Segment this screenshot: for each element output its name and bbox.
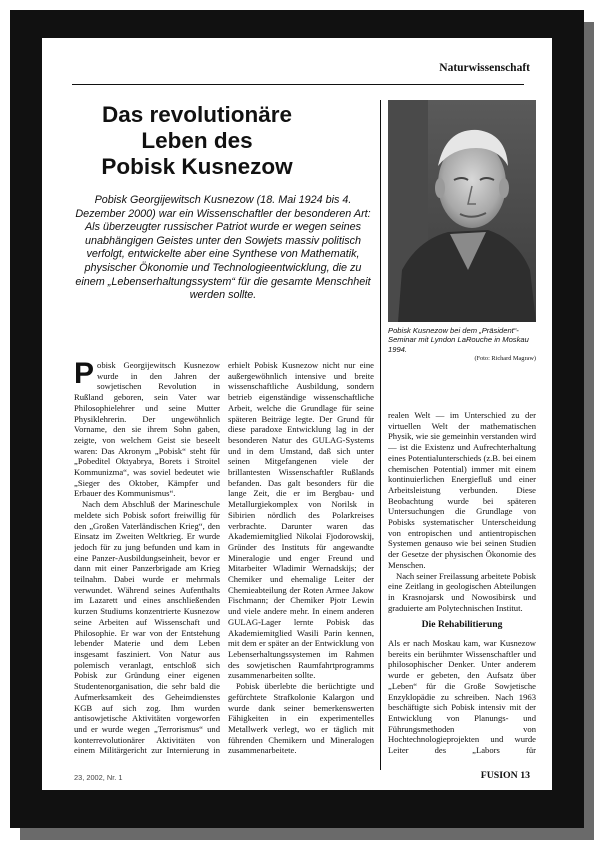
photo-credit: (Foto: Richard Magraw) bbox=[474, 355, 536, 363]
drop-cap: P bbox=[74, 360, 95, 390]
paragraph: erhielt Pobisk Kusnezow nicht nur eine außergewöhnlich intensive und breite wissenschaftliche Ausbildung, sondern betrieb eigenständige wissenschaftliche Arbeit, welche die Grundlage für seine späteren Beiträge legte. Der Grund für diese paradoxe Entwicklung lag in der besonderen Natur des GULAG-Systems und in dem Umstand, daß sich unter seinen Mitgefangenen viele der brillantesten Wissenschaftler Rußlands befanden. Das galt besonders für die lange Zeit, die er im Bergbau- und Metallurgiekomplex von Norilsk in Sibirien nördlich des Polarkreises verbrachte. Darunter waren das Akademiemitglied Nikolai Fjodorowskij, Gründer des Instituts für angewandte Mineralogie und enger Freund und Mitarbeiter Wladimir Wernadskijs; der Chemiker und ehemalige Leiter der Chemieabteilung der Roten Armee Jakow Fischmann; der Chemiker Pjotr Lewin und viele andere mehr. In einem anderen GULAG-Lager lernte Pobisk das Akademiemitglied Wasili Parin kennen, mit dem er später an der Entwicklung von Lebenserhaltungssystemen im Rahmen des sowjetischen Raumfahrtprogramms zusammenarbeiten sollte. bbox=[228, 360, 374, 681]
header-rule bbox=[72, 84, 524, 85]
magazine-page bbox=[42, 38, 552, 790]
text-column-1 bbox=[74, 360, 220, 755]
photo-caption bbox=[388, 326, 536, 364]
column-rule bbox=[380, 100, 381, 770]
title-line-2: Leben des bbox=[141, 128, 253, 153]
article-lead: Pobisk Georgijewitsch Kusnezow (18. Mai 1924 bis 4. Dezember 2000) war ein Wissenschaftler der besonderen Art: Als überzeugter russischer Patriot wurde er wegen seines unabhängigen Geistes unter den Sowjets massiv politisch verfolgt, entwickelte aber eine Synthese von Mathematik, physischer Ökonomie und Technologieentwicklung, die zu einem „Lebenserhaltungssystem“ für die gesamte Menschheit werden sollte. bbox=[75, 194, 371, 302]
title-line-1: Das revolutionäre bbox=[101, 102, 293, 127]
text-column-2 bbox=[228, 360, 374, 755]
paragraph: Nach dem Abschluß der Marineschule meldete sich Pobisk sofort freiwillig für den „Großen Vaterländischen Krieg“, den Einsatz im Zweiten Weltkrieg. Er wurde jedoch für zu jung befunden und kam in eine Panzer-Ausbildungseinheit, bevor er dann mit einer Panzerbrigade am Krieg teilnahm. Dabei wurde er mehrmals verwundet. Während seines Aufenthalts im Lazarett und eines anschließenden kurzen Studiums konzentrierte Kusnezow seine Arbeiten auf Wissenschaft und Philosophie. Er war von der Entstehung lebender Materie und dem Leben insgesamt fasziniert. Von Natur aus polemisch veranlagt, entschloß sich Pobisk zur Gründung einer eigenen Studentenorganisation, die sehr bald die Aufmerksamkeit des Geheimdienstes KGB auf sich zog. Ihm wurden antisowjetische Aktivitäten vorgeworfen und er wurde wegen „Terrorismus“ und konterrevolutionärer Aktivitäten von einem Militärgericht zur Internierung in bbox=[74, 499, 220, 755]
paragraph: realen Welt — im Unterschied zu der virtuellen Welt der mathematischen Physik, wie sie gemeinhin verstanden wird — ist die Existenz und Aufrechterhaltung eines Potentialunterschieds (z.B. bei einem chemischen Potential) immer mit einem kontinuierlichen Energiefluß und einer Arbeitsleistung verbunden. Diese Beobachtung wurde bei späteren Untersuchungen die Grundlage von Pobisks systematischer Unterscheidung von entropischen und antientropischen Systemen genauso wie bei seinen Studien der Gesetze der physischen Ökonomie des Menschen. bbox=[388, 410, 536, 570]
paragraph: Als er nach Moskau kam, war Kusnezow bereits ein berühmter Wissenschaftler und philosophischer Denker. Unter anderem wurde er gebeten, den Aufsatz über „Leben“ für die Große Sowjetische Enzyklopädie zu schreiben. Nach 1963 beschäftigte sich Pobisk intensiv mit der Entwicklung von Planungs- und Führungsmethoden von Hochtechnologieprojekten und wurde Leiter des „Labors für bbox=[388, 638, 536, 755]
caption-text: Pobisk Kusnezow bei dem „Präsident“-Seminar mit Lyndon LaRouche in Moskau 1994. bbox=[388, 326, 529, 354]
issue-info: 23, 2002, Nr. 1 bbox=[74, 773, 123, 782]
portrait-photo bbox=[388, 100, 536, 322]
paragraph: Nach seiner Freilassung arbeitete Pobisk eine Zeitlang in geologischen Abteilungen in Krasnojarsk und Nowosibirsk und graduierte am Polytechnischen Institut. bbox=[388, 570, 536, 613]
title-line-3: Pobisk Kusnezow bbox=[101, 154, 293, 179]
subheading: Die Rehabilitierung bbox=[421, 619, 503, 631]
paragraph: Pobisk überlebte die berüchtigte und gefürchtete Strafkolonie Kalargon und wurde dank seiner bemerkenswerten Fähigkeiten in ein experimentelles Metallwerk verlegt, wo er täglich mit führenden Chemikern und Mineralogen zusammenarbeitete. bbox=[228, 681, 374, 755]
paragraph bbox=[74, 360, 220, 499]
paragraph-text: obisk Georgijewitsch Kusnezow wurde in den Jahren der sowjetischen Revolution in Rußland geboren, sein Vater war Philosophielehrer und seine Mutter Physiklehrerin. Der ungewöhnlich Vorname, den sie ihrem Sohn gaben, zeigte, von welchem Geist sie beseelt waren: Das Akronym „Pobisk“ steht für „Pobeditel Oktyabrya, Borets i Stroitel Kommunizma“, was soviel bedeutet wie „Sieger des Oktober, Kämpfer und Erbauer des Kommunismus“. bbox=[74, 360, 220, 499]
section-label: Naturwissenschaft bbox=[439, 62, 530, 74]
text-column-3 bbox=[388, 410, 536, 755]
page-number: FUSION 13 bbox=[480, 770, 530, 781]
article-title bbox=[82, 102, 312, 180]
